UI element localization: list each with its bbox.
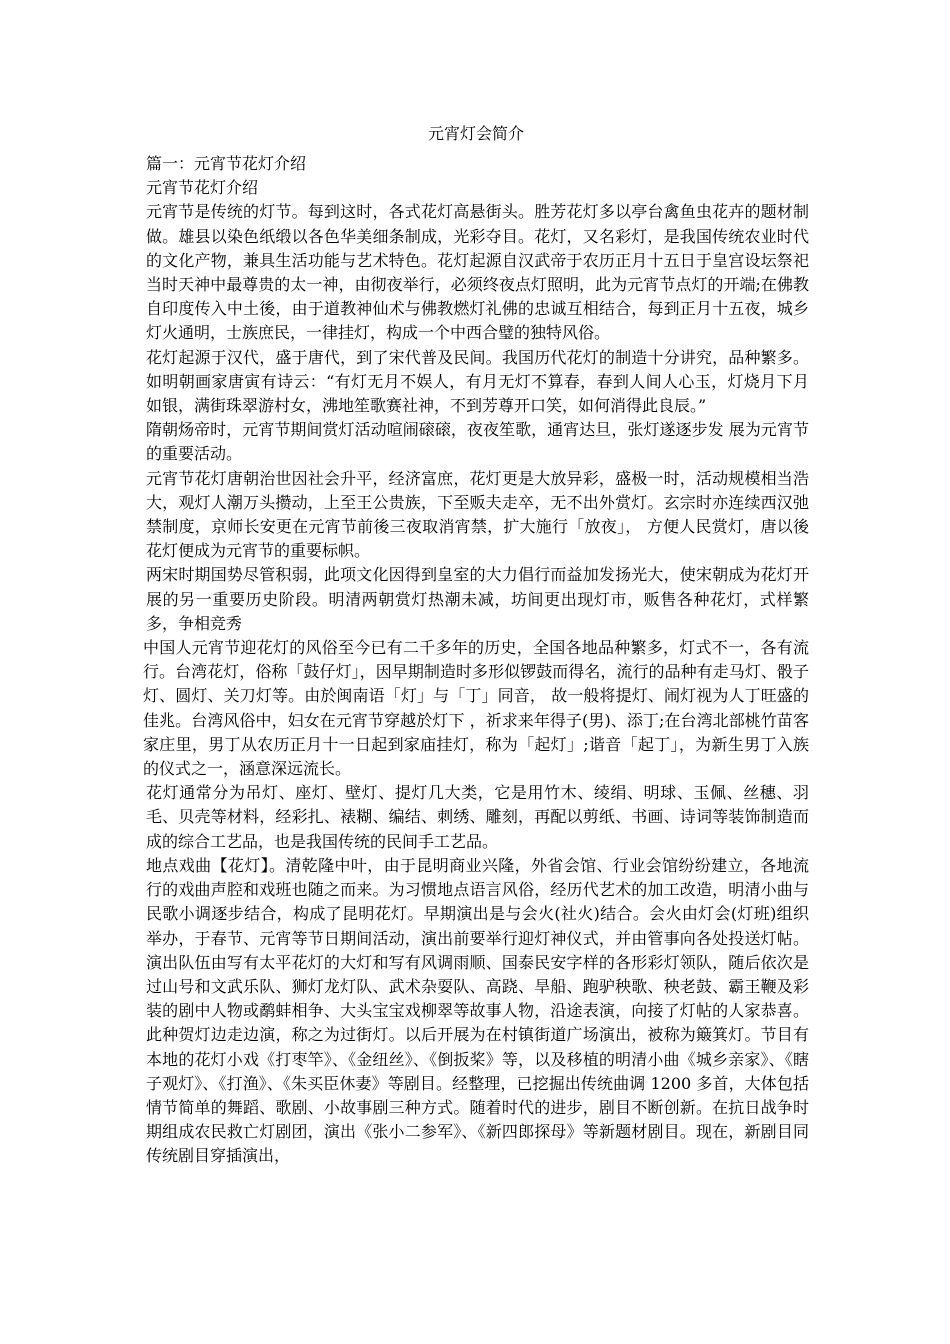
paragraph-sui: 隋朝炀帝时，元宵节期间赏灯活动喧闹磙磙，夜夜笙歌，通宵达旦，张灯遂逐步发 展为元宵节的重要活动。 <box>146 420 809 464</box>
paragraph-history: 花灯起源于汉代，盛于唐代，到了宋代普及民间。我国历代花灯的制造十分讲究，品种繁多。如明朝画家唐寅有诗云：“有灯无月不娱人，有月无灯不算春，春到人间人心玉，灯烧月下月如银，满街珠翠游村女，沸地笙歌赛社神，不到芳尊开口笑，如何消得此良辰。” <box>146 347 809 416</box>
paragraph-song: 两宋时期国势尽管积弱，此项文化因得到皇室的大力倡行而益加发扬光大，使宋朝成为花灯开展的另一重要历史阶段。明清两朝赏灯热潮未减，坊间更出现灯市，贩售各种花灯，式样繁多，争相竞秀 <box>146 565 809 633</box>
paragraph-origin: 元宵节是传统的灯节。每到这时，各式花灯高悬街头。胜芳花灯多以亭台禽鱼虫花卉的题材制做。雄县以染色纸缎以各色华美细条制成，光彩夺目。花灯，又名彩灯，是我国传统农业时代的文化产物，兼具生活功能与艺术特色。花灯起源自汉武帝于农历正月十五日于皇宫设坛祭祀当时天神中最尊贵的太一神，由彻夜举行，必须终夜点灯照明，此为元宵节点灯的开端;在佛教自印度传入中土後，由于道教神仙术与佛教燃灯礼佛的忠诚互相结合，每到正月十五夜，城乡灯火通明，士族庶民，一律挂灯，构成一个中西合璧的独特风俗。 <box>146 202 809 343</box>
section-heading: 篇一：元宵节花灯介绍 <box>146 154 307 173</box>
paragraph-tang: 元宵节花灯唐朝治世因社会升平，经济富庶，花灯更是大放异彩，盛极一时，活动规模相当浩 大，观灯人潮万头攒动，上至王公贵族，下至贩夫走卒，无不出外赏灯。玄宗时亦连续西汉弛禁制度，京师长安更在元宵节前後三夜取消宵禁，扩大施行「放夜」， 方便人民赏灯，唐以後花灯便成为元宵节的重要标帜。 <box>146 468 809 561</box>
document-page <box>143 122 809 1169</box>
subsection-heading: 元宵节花灯介绍 <box>146 178 259 198</box>
document-title: 元宵灯会简介 <box>427 124 524 143</box>
paragraph-types: 花灯通常分为吊灯、座灯、壁灯、提灯几大类，它是用竹木、绫绢、明球、玉佩、丝穗、羽毛、贝壳等材料，经彩扎、裱糊、编结、刺绣、雕刻，再配以剪纸、书画、诗词等装饰制造而成的综合工艺品，也是我国传统的民间手工艺品。 <box>146 783 809 851</box>
paragraph-opera: 地点戏曲【花灯】。清乾隆中叶，由于昆明商业兴隆，外省会馆、行业会馆纷纷建立，各地流行的戏曲声腔和戏班也随之而来。为习惯地点语言风俗，经历代艺术的加工改造，明清小曲与民歌小调逐步结合，构成了昆明花灯。早期演出是与会火(社火)结合。会火由灯会(灯班)组织举办，于春节、元宵等节日期间活动，演出前要举行迎灯神仪式，并由管事向各处投送灯帖。演出队伍由写有太平花灯的大灯和写有风调雨顺、国泰民安字样的各形彩灯领队，随后依次是过山号和文武乐队、狮灯龙灯队、武术杂耍队、高跷、旱船、跑驴秧歌、秧老鼓、霸王鞭及彩装的剧中人物或鹬蚌相争、大头宝宝戏柳翠等故事人物，沿途表演，向接了灯帖的人家恭喜。此种贺灯边走边演，称之为过街灯。以后开展为在村镇街道广场演出，被称为簸箕灯。节目有本地的花灯小戏《打枣竿》、《金纽丝》、《倒扳桨》等，以及移植的明清小曲《城乡亲家》、《瞎子观灯》、《打渔》、《朱买臣休妻》等剧目。经整理，已挖掘出传统曲调 1200 多首，大体包括情节简单的舞蹈、歌剧、小故事剧三种方式。随着时代的进步，剧目不断创新。在抗日战争时期组成农民救亡灯剧团，演出《张小二参军》、《新四郎探母》等新题材剧目。现在，新剧目同传统剧目穿插演出， <box>146 855 809 1166</box>
paragraph-taiwan: 中国人元宵节迎花灯的风俗至今已有二千多年的历史，全国各地品种繁多，灯式不一，各有流行。台湾花灯，俗称「鼓仔灯」，因早期制造时多形似锣鼓而得名，流行的品种有走马灯、骰子灯、圆灯、关刀灯等。由於闽南语「灯」与「丁」同音， 故一般将提灯、闹灯视为人丁旺盛的佳兆。台湾风俗中，妇女在元宵节穿越於灯下 ，祈求来年得子(男)、添丁;在台湾北部桃竹苗客家庄里，男丁从农历正月十一日起到家庙挂灯，称为「起灯」;谐音「起丁」，为新生男丁入族的仪式之一，涵意深远流长。 <box>143 638 809 779</box>
